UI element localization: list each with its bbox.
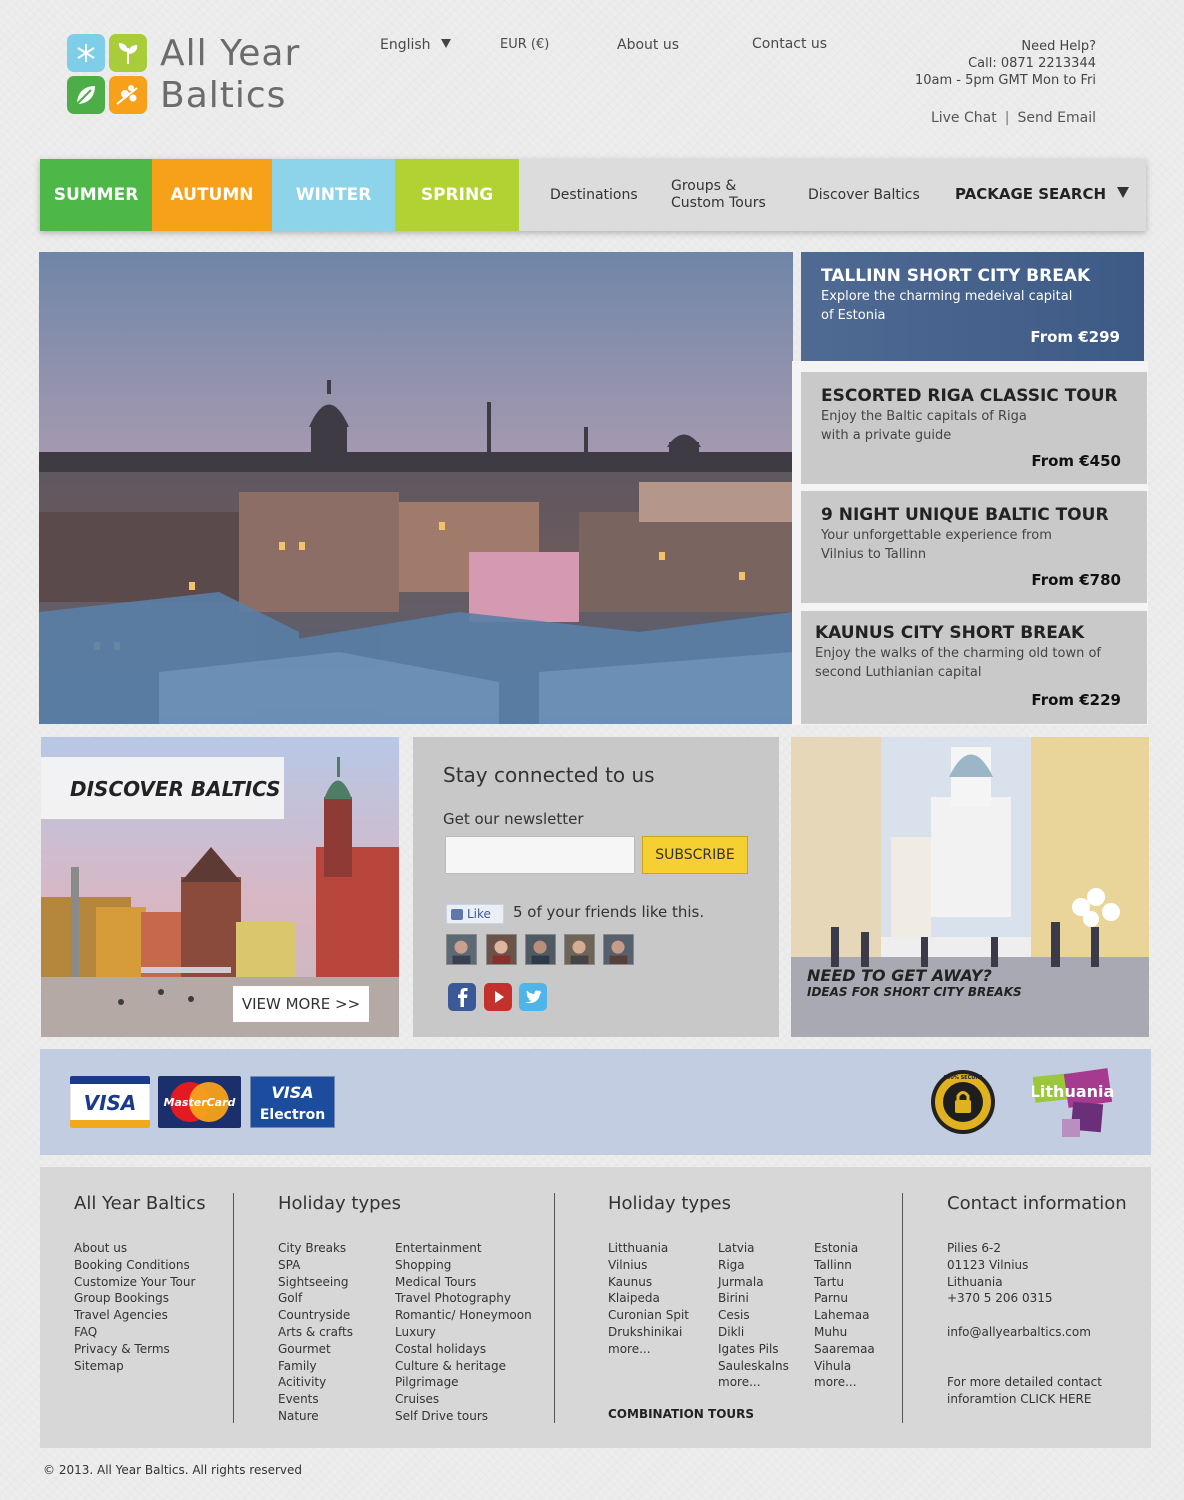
- footer-link[interactable]: Privacy & Terms: [74, 1341, 170, 1356]
- logo-line-1: All Year: [160, 33, 301, 74]
- hero-city-image[interactable]: [39, 252, 793, 724]
- season-tab-spring[interactable]: SPRING: [395, 159, 519, 231]
- chevron-down-icon: [441, 39, 451, 48]
- offer-price: From €450: [1031, 452, 1121, 470]
- footer-divider: [902, 1193, 903, 1423]
- footer-link[interactable]: Gourmet: [278, 1341, 331, 1356]
- nav-groups-line-1: Groups &: [671, 178, 737, 194]
- offer-desc-2: with a private guide: [821, 428, 952, 443]
- season-tab-autumn[interactable]: AUTUMN: [152, 159, 272, 231]
- logo-mark[interactable]: [67, 34, 149, 116]
- footer-link[interactable]: Cesis: [718, 1308, 750, 1323]
- subscribe-button[interactable]: SUBSCRIBE: [642, 836, 748, 874]
- footer-link[interactable]: Kaunus: [608, 1274, 653, 1289]
- friend-avatar[interactable]: [446, 934, 477, 965]
- footer-link[interactable]: Customize Your Tour: [74, 1274, 196, 1289]
- send-email-link[interactable]: Send Email: [1017, 110, 1096, 126]
- footer-link[interactable]: Cruises: [395, 1392, 440, 1407]
- contact-address-2: 01123 Vilnius: [947, 1257, 1029, 1272]
- contact-more-1: For more detailed contact: [947, 1375, 1102, 1390]
- footer-link[interactable]: Drukshinikai: [608, 1324, 683, 1339]
- logo-wordmark[interactable]: [160, 33, 300, 117]
- live-chat-link[interactable]: Live Chat: [930, 110, 997, 126]
- contact-link[interactable]: Contact us: [752, 36, 828, 52]
- nav-groups-line-2: Custom Tours: [671, 195, 766, 211]
- footer-link[interactable]: Muhu: [814, 1324, 848, 1339]
- offer-card-tallinn[interactable]: [801, 252, 1144, 361]
- footer-link[interactable]: Events: [278, 1392, 319, 1407]
- footer-divider: [233, 1193, 234, 1423]
- language-label: English: [380, 37, 431, 53]
- footer-contact-info: [947, 1240, 1102, 1408]
- footer-link[interactable]: Arts & crafts: [278, 1324, 353, 1339]
- footer-title-holiday-types: Holiday types: [278, 1193, 401, 1214]
- offer-card-riga[interactable]: [801, 372, 1147, 484]
- footer-destinations-estonia: [814, 1240, 875, 1391]
- secure-badge-icon: [930, 1069, 996, 1135]
- main-nav: [40, 159, 1146, 231]
- visa-logo: [70, 1076, 150, 1128]
- footer-link[interactable]: Sitemap: [74, 1358, 124, 1373]
- footer-link[interactable]: Costal holidays: [395, 1341, 487, 1356]
- footer-link[interactable]: Litthuania: [608, 1241, 669, 1255]
- footer-link[interactable]: Culture & heritage: [395, 1358, 506, 1373]
- footer-link[interactable]: Parnu: [814, 1291, 848, 1306]
- snowflake-icon: [67, 34, 105, 72]
- separator: |: [1004, 110, 1010, 126]
- newsletter-subtitle: Get our newsletter: [443, 810, 584, 828]
- season-tab-summer[interactable]: SUMMER: [40, 159, 152, 231]
- lithuania-text: Lithuania: [1032, 1082, 1115, 1101]
- offer-card-kaunus[interactable]: [801, 611, 1147, 724]
- newsletter-email-input[interactable]: [445, 836, 635, 874]
- getaway-caption: [807, 967, 1037, 1000]
- footer-link[interactable]: Estonia: [814, 1241, 859, 1255]
- offer-desc-1: Explore the charming medeival capital: [821, 289, 1073, 304]
- footer-link[interactable]: more...: [608, 1341, 651, 1356]
- footer-link[interactable]: Igates Pils: [718, 1341, 779, 1356]
- footer-link[interactable]: Golf: [278, 1291, 303, 1306]
- offer-desc-2: of Estonia: [821, 308, 886, 323]
- facebook-like-button[interactable]: [446, 904, 504, 924]
- friend-avatar[interactable]: [486, 934, 517, 965]
- chevron-down-icon: [1117, 187, 1129, 198]
- footer-link[interactable]: Vihula: [814, 1358, 852, 1373]
- footer-link[interactable]: Lahemaa: [814, 1308, 870, 1323]
- city-breaks-card[interactable]: [791, 737, 1149, 1037]
- offer-card-baltic-tour[interactable]: [801, 491, 1147, 603]
- footer-link[interactable]: Countryside: [278, 1308, 351, 1323]
- thumbs-up-icon: [451, 909, 463, 920]
- offer-desc-1: Enjoy the Baltic capitals of Riga: [821, 409, 1027, 424]
- offer-price: From €229: [1031, 691, 1121, 709]
- getaway-subtitle: IDEAS FOR SHORT CITY BREAKS: [807, 985, 1022, 999]
- footer-link[interactable]: Romantic/ Honeymoon: [395, 1308, 532, 1323]
- mastercard-text: MasterCard: [163, 1096, 236, 1109]
- footer-link[interactable]: Nature: [278, 1408, 319, 1423]
- mastercard-logo: [158, 1076, 241, 1128]
- offer-price: From €780: [1031, 571, 1121, 589]
- footer-link[interactable]: more...: [814, 1375, 857, 1390]
- footer-title-company: All Year Baltics: [74, 1193, 206, 1214]
- footer-link[interactable]: Entertainment: [395, 1241, 482, 1255]
- offer-title: KAUNUS CITY SHORT BREAK: [815, 623, 1085, 643]
- contact-country: Lithuania: [947, 1274, 1003, 1289]
- footer-link[interactable]: Self Drive tours: [395, 1408, 489, 1423]
- nav-package-search[interactable]: [955, 186, 1129, 203]
- footer: [40, 1167, 1151, 1448]
- footer-link[interactable]: Vilnius: [608, 1257, 648, 1272]
- logo-line-2: Baltics: [160, 75, 287, 116]
- footer-link[interactable]: Acitivity: [278, 1375, 327, 1390]
- help-block: [915, 38, 1096, 89]
- friend-avatar[interactable]: [564, 934, 595, 965]
- offer-title: ESCORTED RIGA CLASSIC TOUR: [821, 386, 1118, 406]
- visa-electron-text-1: VISA: [271, 1083, 314, 1102]
- leaf-icon: [67, 76, 105, 114]
- offer-price: From €299: [1030, 328, 1120, 346]
- footer-holiday-types-right: [395, 1240, 532, 1425]
- twitter-icon[interactable]: [519, 983, 547, 1011]
- autumn-branch-icon: [109, 76, 147, 114]
- language-selector[interactable]: [380, 37, 451, 53]
- footer-title-destinations: Holiday types: [608, 1193, 731, 1214]
- footer-link[interactable]: City Breaks: [278, 1241, 347, 1255]
- footer-link[interactable]: Sauleskalns: [718, 1358, 789, 1373]
- footer-link[interactable]: more...: [718, 1375, 761, 1390]
- footer-link[interactable]: About us: [74, 1241, 128, 1255]
- footer-link[interactable]: Tartu: [814, 1274, 844, 1289]
- footer-link[interactable]: Travel Agencies: [74, 1308, 168, 1323]
- footer-link[interactable]: Family: [278, 1358, 317, 1373]
- visa-text: VISA: [83, 1091, 137, 1115]
- copyright: © 2013. All Year Baltics. All rights reserved: [43, 1463, 303, 1477]
- sprout-icon: [109, 34, 147, 72]
- contact-phone: +370 5 206 0315: [947, 1291, 1053, 1306]
- footer-link[interactable]: Dikli: [718, 1324, 745, 1339]
- newsletter-title: Stay connected to us: [443, 763, 655, 787]
- footer-link[interactable]: Klaipeda: [608, 1291, 660, 1306]
- footer-destinations-lithuania: [608, 1240, 689, 1358]
- facebook-icon[interactable]: [448, 983, 476, 1011]
- footer-link[interactable]: Jurmala: [718, 1274, 764, 1289]
- footer-link[interactable]: Travel Photography: [395, 1291, 511, 1306]
- nav-discover-baltics[interactable]: Discover Baltics: [808, 187, 920, 203]
- about-link[interactable]: About us: [617, 37, 680, 53]
- footer-link[interactable]: Sightseeing: [278, 1274, 349, 1289]
- footer-link[interactable]: SPA: [278, 1257, 301, 1272]
- like-label: Like: [467, 907, 491, 921]
- footer-link[interactable]: Latvia: [718, 1241, 755, 1255]
- youtube-icon[interactable]: [484, 983, 512, 1011]
- footer-link[interactable]: Riga: [718, 1257, 745, 1272]
- help-hours: 10am - 5pm GMT Mon to Fri: [914, 73, 1096, 88]
- footer-link[interactable]: Group Bookings: [74, 1291, 170, 1306]
- footer-divider: [554, 1193, 555, 1423]
- discover-baltics-card[interactable]: [41, 737, 399, 1037]
- offer-title: TALLINN SHORT CITY BREAK: [821, 266, 1091, 286]
- footer-link[interactable]: Shopping: [395, 1257, 452, 1272]
- friend-avatar[interactable]: [603, 934, 634, 965]
- footer-link[interactable]: Pilgrimage: [395, 1375, 459, 1390]
- package-search-label: PACKAGE SEARCH: [955, 185, 1107, 203]
- offer-desc-2: Vilnius to Tallinn: [821, 547, 927, 562]
- season-tab-winter[interactable]: WINTER: [272, 159, 395, 231]
- combination-tours-link[interactable]: COMBINATION TOURS: [608, 1407, 755, 1421]
- footer-link[interactable]: Medical Tours: [395, 1274, 477, 1289]
- footer-link[interactable]: Birini: [718, 1291, 749, 1306]
- footer-link[interactable]: Booking Conditions: [74, 1257, 190, 1272]
- footer-link[interactable]: Saaremaa: [814, 1341, 875, 1356]
- contact-address-1: Pilies 6-2: [947, 1241, 1002, 1255]
- discover-label: DISCOVER BALTICS: [41, 757, 284, 819]
- footer-title-contact: Contact information: [947, 1193, 1127, 1214]
- currency-selector[interactable]: EUR (€): [500, 37, 550, 52]
- footer-link[interactable]: FAQ: [74, 1324, 98, 1339]
- help-phone: Call: 0871 2213344: [968, 56, 1096, 71]
- footer-link[interactable]: Curonian Spit: [608, 1308, 689, 1323]
- view-more-button[interactable]: VIEW MORE >>: [233, 986, 369, 1022]
- footer-holiday-types-left: [278, 1240, 353, 1425]
- offer-desc-1: Enjoy the walks of the charming old town of: [815, 646, 1101, 661]
- visa-electron-logo: [250, 1076, 335, 1128]
- nav-groups-custom-tours[interactable]: [671, 178, 766, 212]
- lithuania-logo: [1032, 1067, 1118, 1139]
- footer-link[interactable]: Tallinn: [814, 1257, 852, 1272]
- payment-strip: [40, 1049, 1151, 1155]
- contact-email-link[interactable]: info@allyearbaltics.com: [947, 1324, 1091, 1339]
- help-title: Need Help?: [1021, 39, 1096, 54]
- footer-destinations-latvia: [718, 1240, 789, 1391]
- getaway-title: NEED TO GET AWAY?: [807, 966, 992, 985]
- footer-company-links: [74, 1240, 195, 1374]
- contact-more-link[interactable]: inforamtion CLICK HERE: [947, 1392, 1092, 1407]
- offer-title: 9 NIGHT UNIQUE BALTIC TOUR: [821, 505, 1109, 525]
- offer-desc-2: second Luthianian capital: [815, 665, 982, 680]
- friend-avatar[interactable]: [525, 934, 556, 965]
- footer-link[interactable]: Luxury: [395, 1324, 436, 1339]
- help-links: [931, 110, 1096, 126]
- visa-electron-text-2: Electron: [259, 1107, 326, 1123]
- offer-desc-1: Your unforgettable experience from: [821, 528, 1052, 543]
- friends-like-text: 5 of your friends like this.: [513, 903, 705, 921]
- nav-destinations[interactable]: Destinations: [550, 187, 638, 203]
- newsletter-box: [413, 737, 779, 1037]
- secure-badge-text: 100% SECURE: [943, 1075, 983, 1081]
